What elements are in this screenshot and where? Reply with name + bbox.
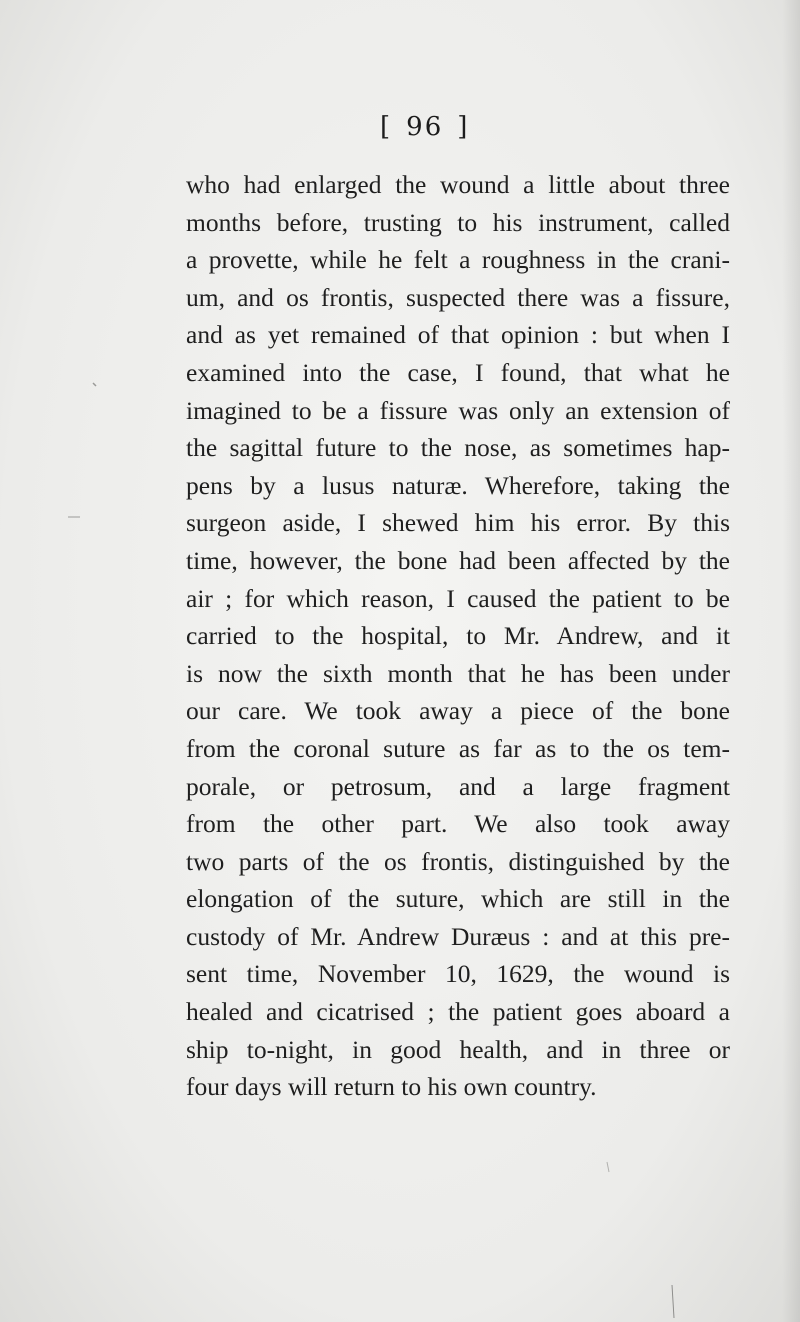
text-line: carried to the hospital, to Mr. Andrew, and it <box>186 621 730 651</box>
text-line: porale, or petrosum, and a large fragment <box>186 771 730 801</box>
page-edge-shadow <box>782 0 800 1322</box>
text-line: ship to-night, in good health, and in three or <box>186 1034 730 1064</box>
text-line: elongation of the suture, which are still in the <box>186 884 730 914</box>
text-line: time, however, the bone had been affected by the <box>186 545 730 575</box>
text-line: sent time, November 10, 1629, the wound is <box>186 959 730 989</box>
speck-mark <box>607 1162 609 1172</box>
header-bracket-close: ] <box>457 112 470 142</box>
body-text <box>186 166 730 1106</box>
text-line: from the coronal suture as far as to the os tem- <box>186 733 730 763</box>
text-line: a provette, while he felt a roughness in the crani- <box>186 245 730 275</box>
text-line: healed and cicatrised ; the patient goes aboard a <box>186 997 730 1027</box>
page-number: 96 <box>406 112 444 142</box>
text-line: pens by a lusus naturæ. Wherefore, taking the <box>186 470 730 500</box>
text-line: is now the sixth month that he has been under <box>186 658 730 688</box>
text-line: air ; for which reason, I caused the patient to be <box>186 583 730 613</box>
text-line: and as yet remained of that opinion : but when I <box>186 320 730 350</box>
speck-mark <box>672 1285 674 1318</box>
page-header <box>380 112 530 142</box>
text-line: um, and os frontis, suspected there was a fissure, <box>186 282 730 312</box>
text-line: the sagittal future to the nose, as sometimes hap- <box>186 433 730 463</box>
text-line: our care. We took away a piece of the bone <box>186 696 730 726</box>
text-line: surgeon aside, I shewed him his error. By this <box>186 508 730 538</box>
text-line: months before, trusting to his instrument, called <box>186 207 730 237</box>
text-line: examined into the case, I found, that what he <box>186 357 730 387</box>
text-line: who had enlarged the wound a little about three <box>186 170 730 199</box>
header-bracket-open: [ <box>380 112 393 142</box>
text-line-last: four days will return to his own country. <box>186 1072 597 1102</box>
text-line: imagined to be a fissure was only an extension of <box>186 395 730 425</box>
speck-mark <box>93 383 96 386</box>
text-line: custody of Mr. Andrew Duræus : and at this pre- <box>186 921 730 951</box>
text-line: from the other part. We also took away <box>186 809 730 839</box>
text-line: two parts of the os frontis, distinguished by the <box>186 846 730 876</box>
